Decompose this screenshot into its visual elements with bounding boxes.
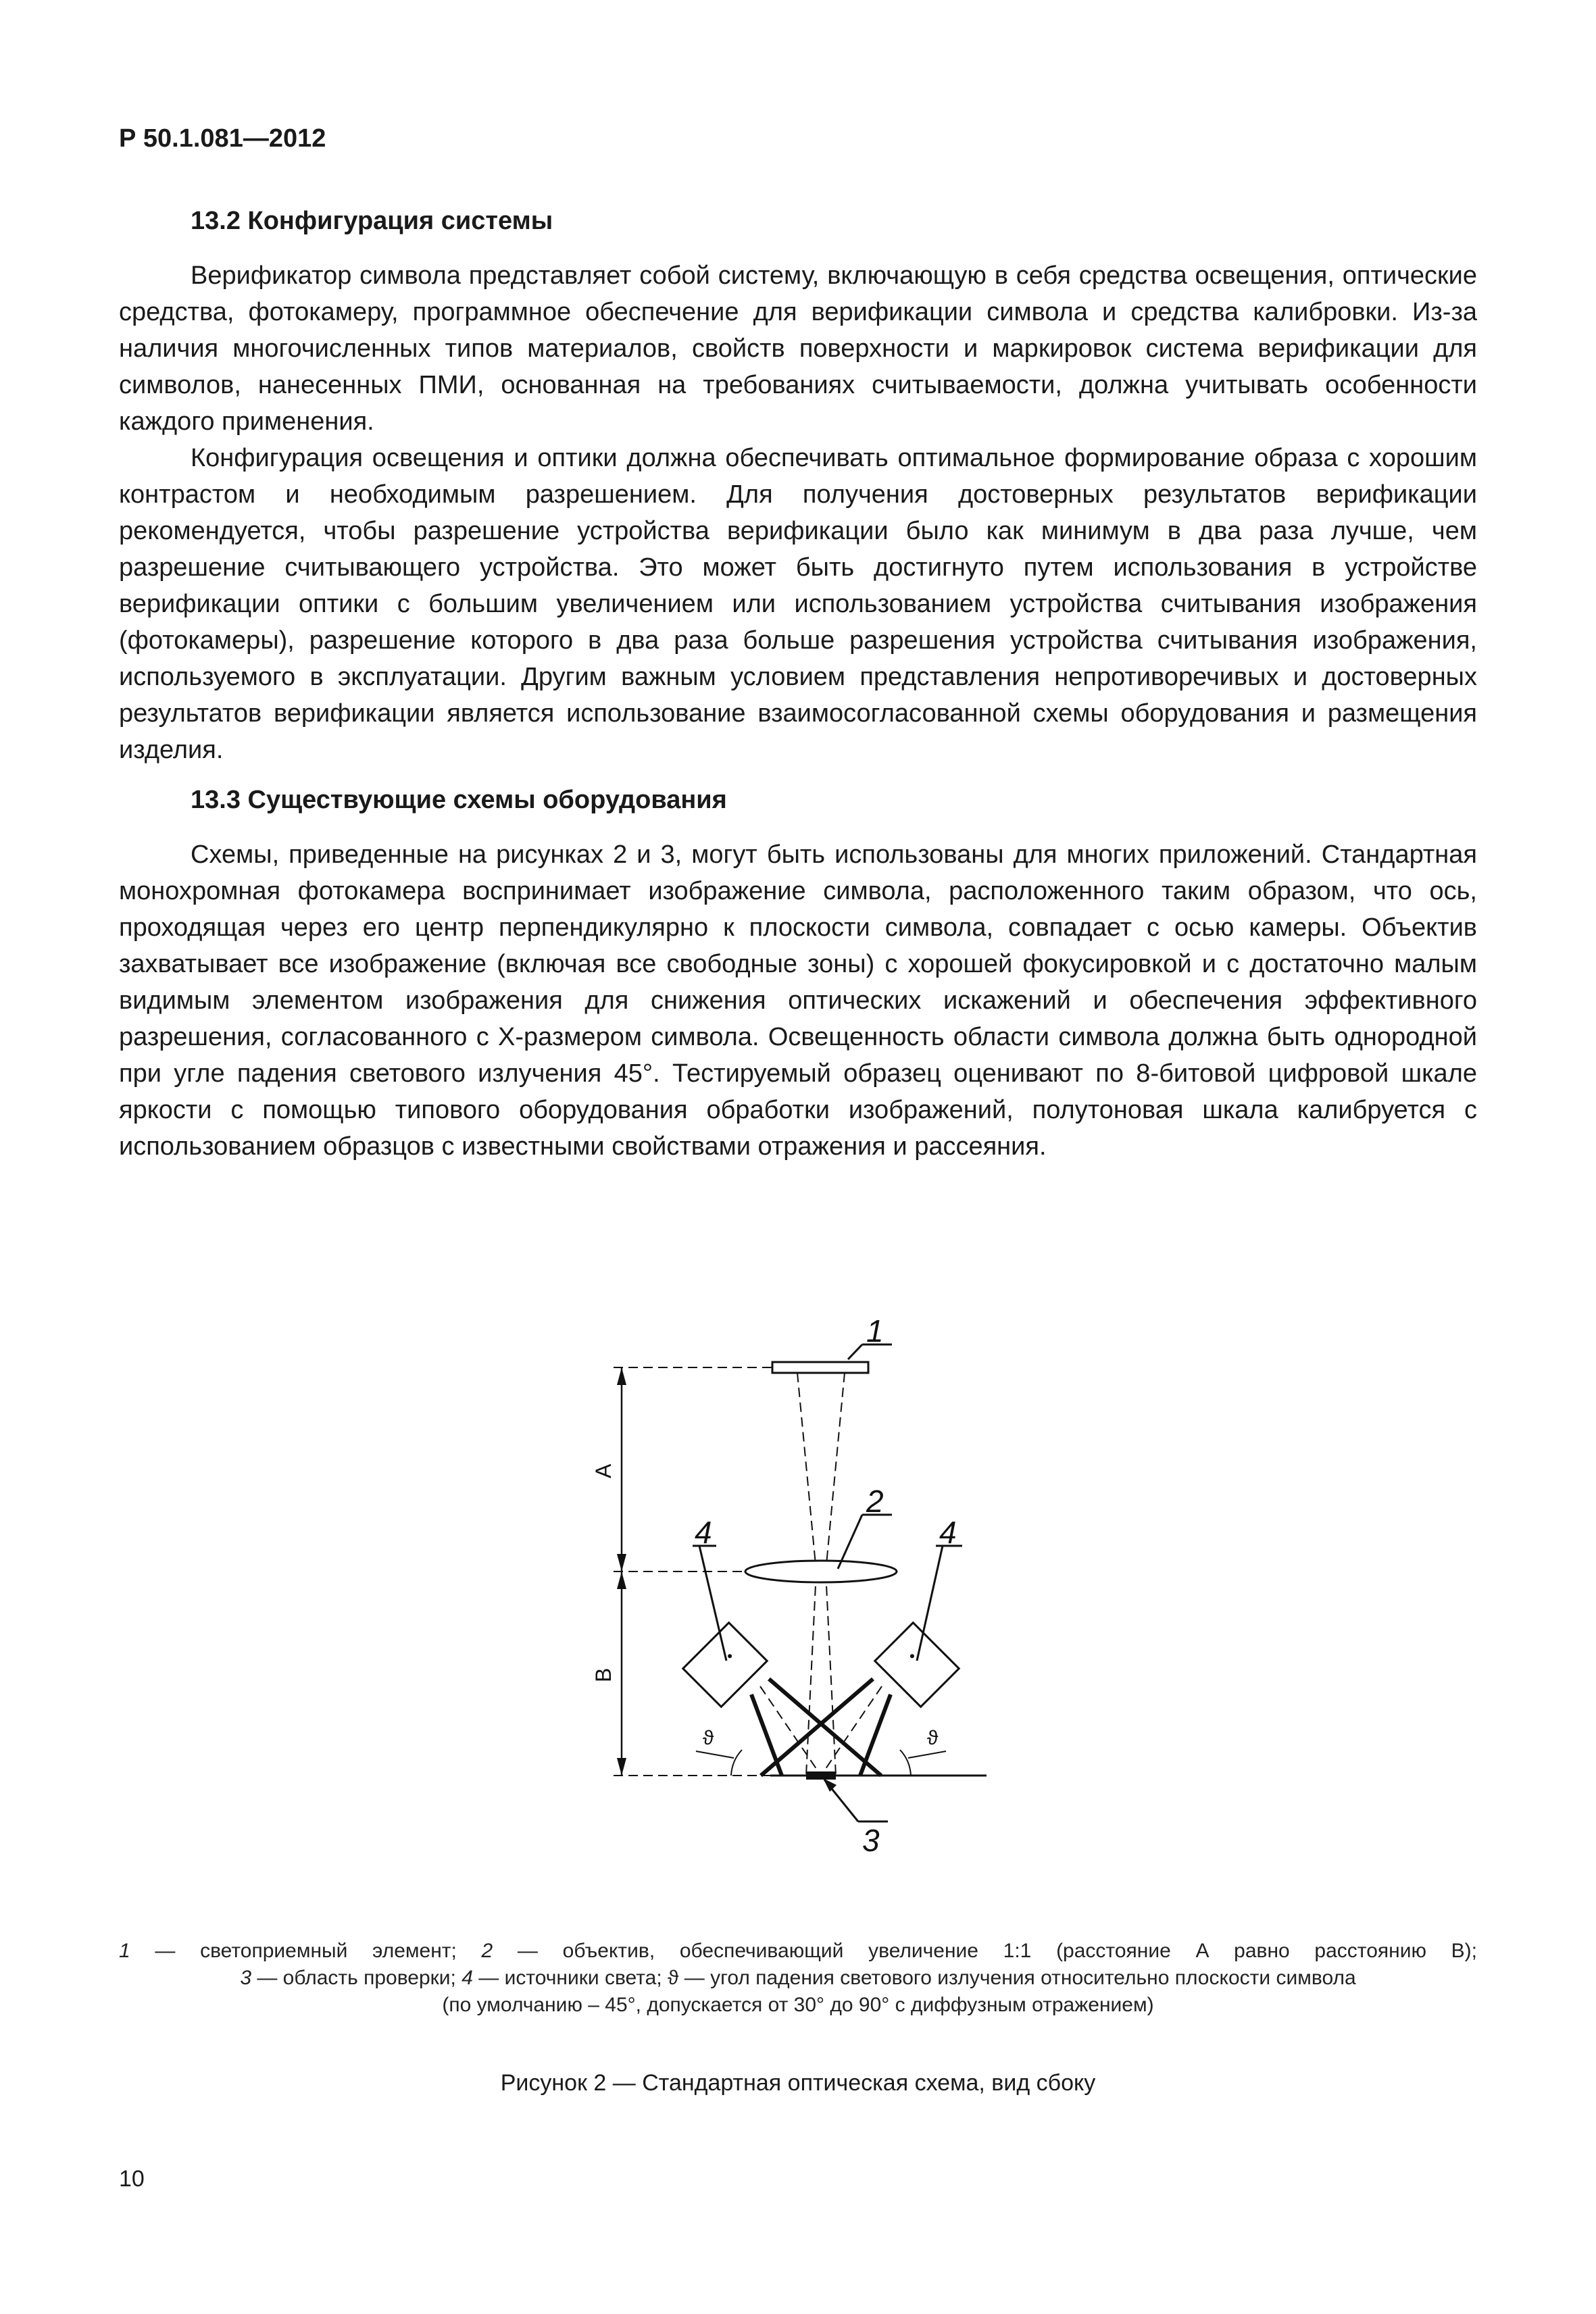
dimension-label-a: А — [591, 1463, 616, 1478]
label-4-right: 4 — [939, 1515, 957, 1550]
legend-text-2: — объектив, обеспечивающий увеличение 1:1 (расстояние А равно расстоянию В); — [493, 1940, 1477, 1962]
camera-ray-right-lower — [826, 1571, 836, 1776]
label-4-left: 4 — [695, 1515, 712, 1550]
light-source-left — [683, 1623, 767, 1707]
angle-label-right: ϑ — [927, 1727, 939, 1749]
objective-lens — [745, 1561, 897, 1582]
leader-3-arrowhead — [823, 1778, 837, 1792]
optical-scheme-diagram — [554, 1277, 1054, 1871]
legend-line-3: (по умолчанию – 45°, допускается от 30° до 90° с диффузным отражением) — [442, 1994, 1154, 2016]
dimension-b-arrow-top — [617, 1571, 626, 1589]
dimension-label-b: В — [591, 1667, 616, 1682]
legend-num-2: 2 — [481, 1940, 493, 1962]
legend-num-3: 3 — [240, 1967, 251, 1989]
light-receiver-element — [772, 1362, 868, 1373]
light-source-right — [875, 1623, 959, 1707]
angle-leader-right — [908, 1751, 946, 1758]
legend-text-1: — светоприемный элемент; — [130, 1940, 457, 1962]
right-beam-inner — [761, 1679, 873, 1776]
page-number: 10 — [119, 2166, 145, 2192]
dimension-b-arrow-bottom — [617, 1758, 626, 1776]
label-1: 1 — [866, 1313, 884, 1349]
legend-num-4: 4 — [462, 1967, 473, 1989]
label-2: 2 — [866, 1484, 884, 1519]
paragraph-13-3-1: Схемы, приведенные на рисунках 2 и 3, могут быть использованы для многих приложений. Стандартная монохромная фотокамера воспринимает изображение символа, расположенного таким образом, что ось, проходящая через его центр перпендикулярно к плоскости символа, совпадает с осью камеры. Объектив захватывает все изображение (включая все свободные зоны) с хорошей фокусировкой и с достаточно малым видимым элементом изображения для снижения оптических искажений и обеспечения эффективного разрешения, согласованного с X-размером символа. Освещенность области символа должна быть однородной при угле падения светового излучения 45°. Тестируемый образец оценивают по 8-битовой цифровой шкале яркости с помощью типового оборудования обработки изображений, полутоновая шкала калибруется с использованием образцов с известными свойствами отражения и рассеяния. — [119, 840, 1477, 1161]
legend-theta-symbol: ϑ — [668, 1967, 679, 1989]
legend-line-1 — [119, 1938, 1477, 1965]
paragraph-13-2-2: Конфигурация освещения и оптики должна обеспечивать оптимальное формирование образа с хорошим контрастом и необходимым разрешением. Для получения достоверных результатов верификации рекомендуется, чтобы разрешение устройства верификации было как минимум в два раза лучше, чем разрешение считывающего устройства. Это может быть достигнуто путем использования в устройстве верификации оптики с большим увеличением или использованием устройства считывания изображения (фотокамеры), разрешение которого в два раза больше разрешения устройства считывания изображения, используемого в эксплуатации. Другим важным условием представления непротиворечивых и достоверных результатов верификации является использование взаимосогласованной схемы оборудования и размещения изделия. — [119, 444, 1477, 764]
legend-text-3: — область проверки; — [251, 1967, 456, 1989]
figure-legend — [119, 1938, 1477, 2019]
right-beam-outer — [860, 1694, 891, 1776]
document-code: Р 50.1.081—2012 — [119, 124, 326, 153]
camera-ray-right-upper — [826, 1373, 845, 1571]
paragraph-13-2-1: Верификатор символа представляет собой систему, включающую в себя средства освещения, оптические средства, фотокамеру, программное обеспечение для верификации символа и средства калибровки. Из-за наличия многочисленных типов материалов, свойств поверхности и маркировок система верификации для символов, нанесенных ПМИ, основанная на требованиях считываемости, должна учитывать особенности каждого применения. — [119, 261, 1477, 436]
section-heading-13-2: 13.2 Конфигурация системы — [191, 207, 553, 235]
legend-text-theta: — угол падения светового излучения относительно плоскости символа — [678, 1967, 1356, 1989]
section-heading-13-3: 13.3 Существующие схемы оборудования — [191, 786, 727, 814]
legend-num-1: 1 — [119, 1940, 130, 1962]
angle-arc-left — [731, 1750, 742, 1776]
dimension-a-arrow-top — [617, 1367, 626, 1385]
angle-arc-right — [900, 1750, 911, 1776]
angle-label-left: ϑ — [703, 1727, 714, 1749]
camera-ray-left-lower — [806, 1571, 816, 1776]
angle-leader-left — [696, 1751, 734, 1758]
dimension-a-arrow-bottom — [617, 1554, 626, 1571]
figure-caption: Рисунок 2 — Стандартная оптическая схема, вид сбоку — [500, 2070, 1096, 2096]
optical-scheme-figure — [554, 1277, 1054, 1871]
label-3: 3 — [862, 1823, 880, 1858]
legend-text-4: — источники света; — [472, 1967, 662, 1989]
leader-line-1 — [848, 1344, 862, 1359]
camera-ray-left-upper — [797, 1373, 816, 1571]
legend-line-2 — [119, 1965, 1477, 1992]
